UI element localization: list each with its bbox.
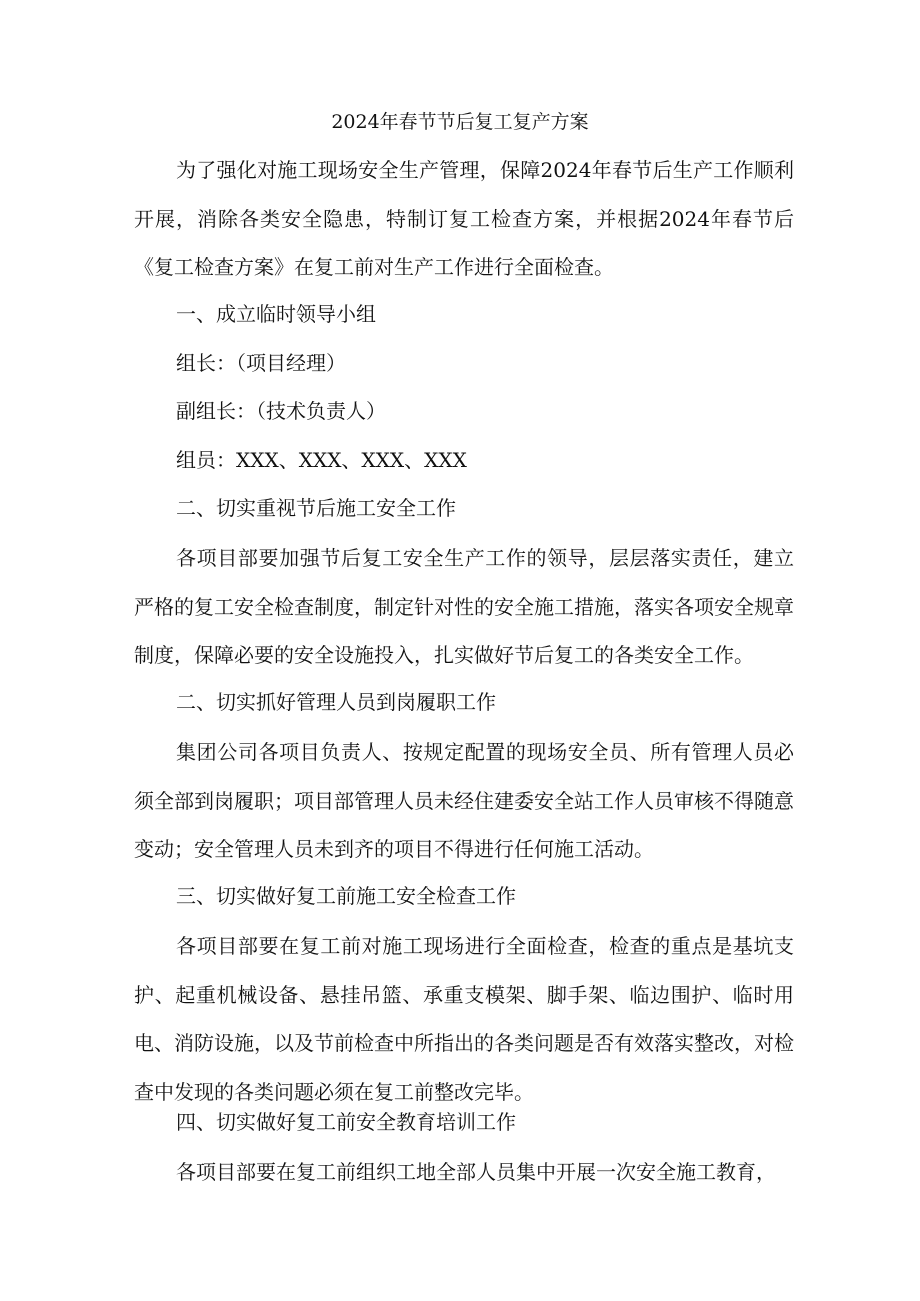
section-heading-safety-inspection: 三、切实做好复工前施工安全检查工作 <box>176 884 516 908</box>
section-heading-safety-training: 四、切实做好复工前安全教育培训工作 <box>176 1110 516 1134</box>
group-members-line: 组员：XXX、XXX、XXX、XXX <box>176 448 467 472</box>
section-heading-safety-work: 二、切实重视节后施工安全工作 <box>176 496 456 520</box>
staff-on-duty-paragraph: 集团公司各项目负责人、按规定配置的现场安全员、所有管理人员必须全部到岗履职；项目部管理人员未经住建委安全站工作人员审核不得随意变动；安全管理人员未到齐的项目不得进行任何施工活动。 <box>134 740 794 862</box>
safety-training-paragraph: 各项目部要在复工前组织工地全部人员集中开展一次安全施工教育， <box>176 1160 776 1184</box>
group-leader-line: 组长：（项目经理） <box>176 351 346 375</box>
section-heading-staff-on-duty: 二、切实抓好管理人员到岗履职工作 <box>176 690 496 714</box>
safety-work-paragraph: 各项目部要加强节后复工安全生产工作的领导，层层落实责任，建立严格的复工安全检查制度，制定针对性的安全施工措施，落实各项安全规章制度，保障必要的安全设施投入，扎实做好节后复工的各类安全工作。 <box>134 546 794 668</box>
section-heading-leadership-group: 一、成立临时领导小组 <box>176 302 376 326</box>
deputy-leader-line: 副组长：（技术负责人） <box>176 399 386 423</box>
safety-inspection-paragraph: 各项目部要在复工前对施工现场进行全面检查，检查的重点是基坑支护、起重机械设备、悬挂吊篮、承重支模架、脚手架、临边围护、临时用电、消防设施，以及节前检查中所指出的各类问题是否有效落实整改，对检查中发现的各类问题必须在复工前整改完毕。 <box>134 934 794 1104</box>
intro-paragraph: 为了强化对施工现场安全生产管理，保障2024年春节后生产工作顺利开展，消除各类安全隐患，特制订复工检查方案，并根据2024年春节后《复工检查方案》在复工前对生产工作进行全面检查。 <box>134 158 794 280</box>
document-title: 2024年春节节后复工复产方案 <box>331 111 589 133</box>
